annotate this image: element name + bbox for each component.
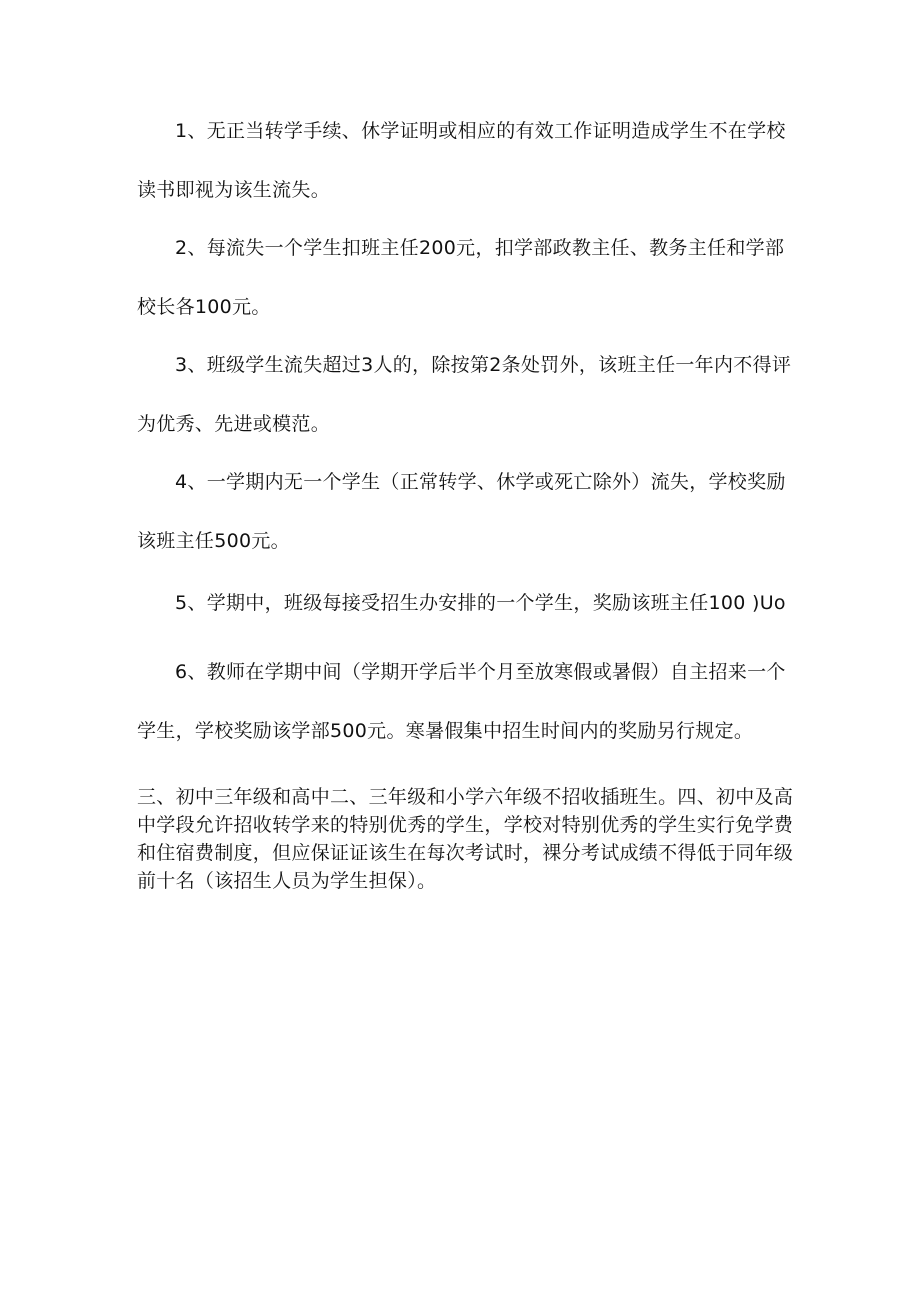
rule-item-5: 5、学期中，班级每接受招生办安排的一个学生，奖励该班主任100 )Uo (175, 592, 786, 614)
section-paragraph: 三、初中三年级和高中二、三年级和小学六年级不招收插班生。四、初中及高中学段允许招收转学来的特别优秀的学生，学校对特别优秀的学生实行免学费和住宿费制度，但应保证证该生在每次考试时，裸分考试成绩不得低于同年级前十名（该招生人员为学生担保）。 (137, 786, 794, 892)
rule-item-6: 6、教师在学期中间（学期开学后半个月至放寒假或暑假）自主招来一个学生，学校奖励该学部500元。寒暑假集中招生时间内的奖励另行规定。 (137, 661, 786, 742)
rule-item-3: 3、班级学生流失超过3人的，除按第2条处罚外，该班主任一年内不得评为优秀、先进或模范。 (137, 354, 792, 435)
rule-item-1: 1、无正当转学手续、休学证明或相应的有效工作证明造成学生不在学校读书即视为该生流失。 (137, 120, 786, 201)
rule-item-4: 4、一学期内无一个学生（正常转学、休学或死亡除外）流失，学校奖励该班主任500元。 (137, 471, 786, 552)
rule-item-2: 2、每流失一个学生扣班主任200元，扣学部政教主任、教务主任和学部校长各100元。 (137, 237, 785, 318)
